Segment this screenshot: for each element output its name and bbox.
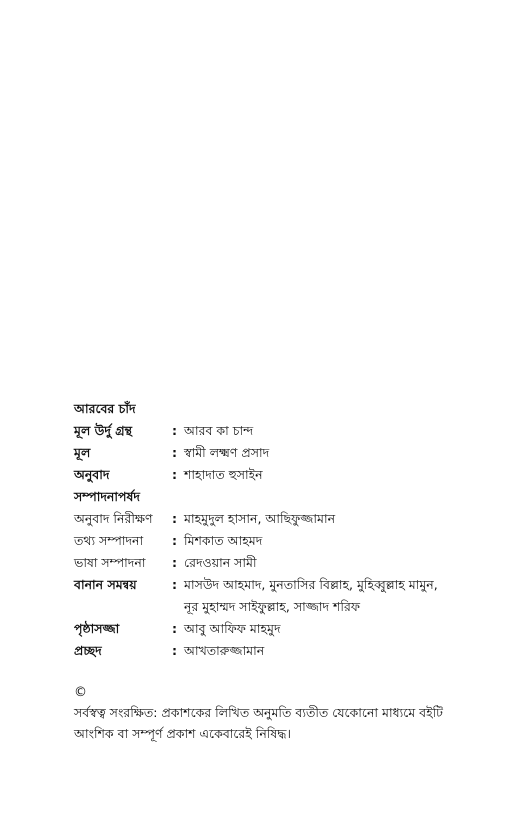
credit-value-line: : আরব কা চান্দ [184, 423, 254, 438]
book-title: আরবের চাঁদ [74, 401, 136, 416]
copyright-block [74, 682, 474, 744]
credit-row [74, 508, 474, 530]
credit-label: বানান সমন্বয় [74, 577, 137, 592]
credit-row [74, 530, 474, 552]
credit-value-line: : শাহাদাত হুসাইন [184, 467, 263, 482]
credit-value [172, 464, 474, 486]
credit-value-line: নূর মুহাম্মদ সাইফুল্লাহ, সাজ্জাদ শরিফ [184, 599, 360, 614]
credit-value [172, 618, 474, 640]
credit-label: প্রচ্ছদ [74, 643, 102, 658]
credits-block [74, 398, 474, 662]
credit-value [172, 442, 474, 464]
credit-value-line: : মাসউদ আহমাদ, মুনতাসির বিল্লাহ, মুহিব্বুল্লাহ মামুন, [184, 577, 438, 592]
credit-row [74, 552, 474, 574]
credit-label: পৃষ্ঠাসজ্জা [74, 621, 120, 636]
credit-value [172, 530, 474, 552]
editorial-rows [74, 508, 474, 662]
credit-rows [74, 420, 474, 486]
credit-value-line: : রেদওয়ান সামী [184, 555, 257, 570]
credit-value [172, 574, 474, 618]
credit-value [172, 552, 474, 574]
credit-label: মূল উর্দু গ্রন্থ [74, 423, 133, 438]
credit-row [74, 618, 474, 640]
credit-value [172, 508, 474, 530]
credit-row [74, 464, 474, 486]
credit-label: তথ্য সম্পাদনা [74, 533, 144, 548]
credit-value [172, 640, 474, 662]
credit-row [74, 574, 474, 618]
credit-label: মূল [74, 445, 91, 460]
credit-value [172, 420, 474, 442]
rights-notice: সর্বস্বত্ব সংরক্ষিত: প্রকাশকের লিখিত অনুমতি ব্যতীত যেকোনো মাধ্যমে বইটি আংশিক বা সম্পূর্ণ প্রকাশ একেবারেই নিষিদ্ধ। [74, 705, 443, 741]
copyright-symbol: © [74, 685, 87, 700]
credit-row [74, 442, 474, 464]
credit-row [74, 420, 474, 442]
credit-label: ভাষা সম্পাদনা [74, 555, 146, 570]
credit-value-line: : আবু আফিফ মাহমুদ [184, 621, 281, 636]
credit-value-line: : মাহমুদুল হাসান, আছিফুজ্জামান [184, 511, 336, 526]
credit-value-line: : মিশকাত আহমদ [184, 533, 263, 548]
editorial-board-heading: সম্পাদনাপর্ষদ [74, 489, 140, 504]
credit-label: অনুবাদ [74, 467, 110, 482]
credit-value-line: : আখতারুজ্জামান [184, 643, 265, 658]
credit-value-line: : স্বামী লক্ষ্মণ প্রসাদ [184, 445, 270, 460]
credit-label: অনুবাদ নিরীক্ষণ [74, 511, 153, 526]
credit-row [74, 640, 474, 662]
